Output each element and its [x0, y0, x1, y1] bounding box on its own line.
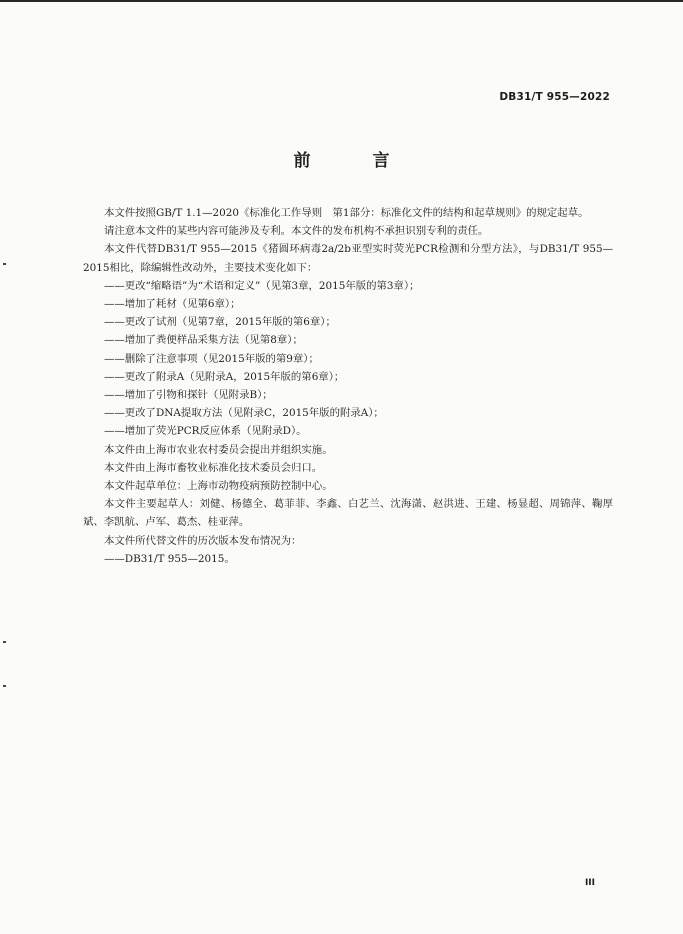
- paragraph-replacement: 本文件代替DB31/T 955—2015《猪圆环病毒2a/2b亚型实时荧光PCR检测和分型方法》，与DB31/T 955—2015相比，除编辑性改动外，主要技术变化如下：: [83, 243, 613, 274]
- paragraph-committee: 本文件由上海市畜牧业标准化技术委员会归口。: [104, 461, 323, 474]
- change-item: ——增加了荧光PCR反应体系（见附录D）。: [104, 425, 307, 438]
- paragraph-drafters: 本文件主要起草人：刘健、杨德全、葛菲菲、李鑫、白艺兰、沈海潇、赵洪进、王建、杨显超、周锦萍、鞠厚斌、李凯航、卢军、葛杰、桂亚萍。: [83, 498, 613, 529]
- paragraph-proposer: 本文件由上海市农业农村委员会提出并组织实施。: [104, 443, 333, 456]
- change-item: ——更改了附录A（见附录A，2015年版的第6章）；: [104, 370, 345, 383]
- foreword-body: [83, 204, 613, 568]
- change-item: ——增加了粪便样品采集方法（见第8章）；: [104, 334, 303, 347]
- paragraph-patent-notice: 请注意本文件的某些内容可能涉及专利。本文件的发布机构不承担识别专利的责任。: [104, 225, 489, 238]
- paragraph-history-intro: 本文件所代替文件的历次版本发布情况为：: [104, 534, 302, 547]
- page-number: III: [584, 878, 595, 888]
- scan-mark: [3, 685, 6, 687]
- scan-mark: [3, 263, 6, 265]
- change-item: ——增加了耗材（见第6章）；: [104, 298, 241, 311]
- top-border-line: [0, 0, 683, 2]
- standard-code: DB31/T 955—2022: [499, 91, 610, 103]
- scan-mark: [3, 641, 6, 643]
- change-item: ——更改了DNA提取方法（见附录C，2015年版的附录A）；: [104, 407, 384, 420]
- change-item: ——更改“缩略语”为“术语和定义”（见第3章，2015年版的第3章）；: [104, 279, 420, 292]
- paragraph-drafting-unit: 本文件起草单位：上海市动物疫病预防控制中心。: [104, 480, 333, 493]
- paragraph-drafting-basis: 本文件按照GB/T 1.1—2020《标准化工作导则 第1部分：标准化文件的结构和起草规则》的规定起草。: [104, 207, 589, 219]
- change-item: ——增加了引物和探针（见附录B）；: [104, 389, 273, 402]
- change-item: ——更改了试剂（见第7章，2015年版的第6章）；: [104, 316, 336, 329]
- change-item: ——删除了注意事项（见2015年版的第9章）；: [104, 352, 319, 365]
- history-item: ——DB31/T 955—2015。: [104, 552, 235, 565]
- page-title: 前 言: [293, 151, 418, 171]
